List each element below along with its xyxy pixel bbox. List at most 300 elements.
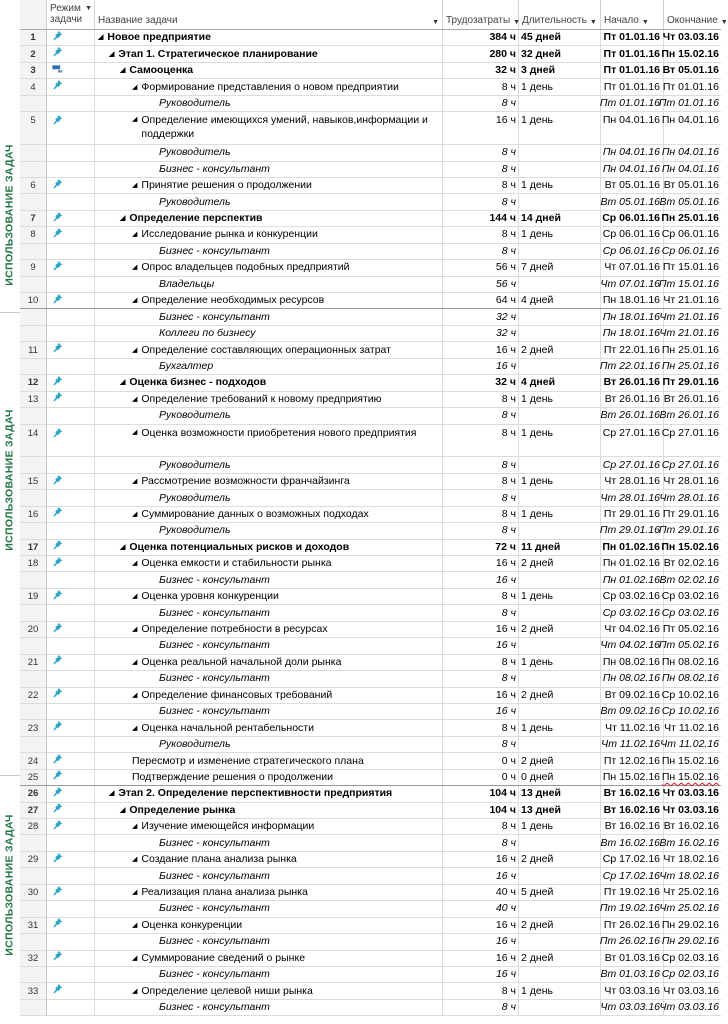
assignment-row[interactable] bbox=[20, 96, 721, 112]
start-cell[interactable]: Пн 15.02.16 bbox=[601, 770, 664, 785]
header-start[interactable] bbox=[601, 0, 664, 29]
duration-cell[interactable] bbox=[519, 309, 601, 324]
task-name-cell[interactable] bbox=[95, 474, 443, 489]
header-work[interactable] bbox=[443, 0, 519, 29]
row-id[interactable]: 22 bbox=[20, 688, 47, 703]
task-name-cell[interactable] bbox=[95, 145, 443, 160]
duration-cell[interactable]: 1 день bbox=[519, 507, 601, 522]
work-cell[interactable]: 384 ч bbox=[443, 30, 519, 45]
finish-cell[interactable]: Пн 25.01.16 bbox=[661, 359, 719, 372]
task-name-cell[interactable] bbox=[95, 408, 443, 423]
row-id[interactable]: 6 bbox=[20, 178, 47, 193]
work-cell[interactable]: 8 ч bbox=[443, 194, 519, 209]
start-cell[interactable]: Чт 07.01.16 bbox=[601, 277, 664, 292]
task-mode-cell[interactable] bbox=[47, 523, 95, 538]
task-name-cell[interactable] bbox=[95, 457, 443, 472]
duration-cell[interactable]: 1 день bbox=[519, 720, 601, 735]
start-cell[interactable]: Вт 09.02.16 bbox=[601, 688, 664, 703]
duration-cell[interactable]: 5 дней bbox=[519, 885, 601, 900]
task-mode-cell[interactable] bbox=[47, 227, 95, 242]
row-id[interactable] bbox=[20, 490, 47, 505]
collapse-triangle-icon[interactable]: ◢ bbox=[98, 34, 104, 42]
task-name-cell[interactable] bbox=[95, 967, 443, 982]
finish-cell[interactable]: Вт 02.02.16 bbox=[663, 557, 719, 570]
duration-cell[interactable] bbox=[519, 868, 601, 883]
work-cell[interactable]: 0 ч bbox=[443, 753, 519, 768]
collapse-triangle-icon[interactable]: ◢ bbox=[120, 806, 126, 814]
finish-cell[interactable]: Пн 25.01.16 bbox=[661, 343, 719, 356]
task-mode-cell[interactable] bbox=[47, 655, 95, 670]
task-mode-cell[interactable] bbox=[47, 30, 95, 45]
duration-cell[interactable] bbox=[519, 934, 601, 949]
assignment-row[interactable] bbox=[20, 1000, 721, 1016]
work-cell[interactable]: 0 ч bbox=[443, 770, 519, 785]
collapse-triangle-icon[interactable]: ◢ bbox=[132, 182, 138, 190]
start-cell[interactable]: Ср 06.01.16 bbox=[601, 244, 664, 259]
finish-cell[interactable]: Чт 03.03.16 bbox=[662, 787, 719, 800]
collapse-triangle-icon[interactable]: ◢ bbox=[132, 264, 138, 272]
start-cell[interactable]: Пн 18.01.16 bbox=[601, 326, 664, 341]
work-cell[interactable]: 16 ч bbox=[443, 638, 519, 653]
finish-cell[interactable]: Пн 04.01.16 bbox=[661, 162, 719, 175]
collapse-triangle-icon[interactable]: ◢ bbox=[132, 954, 138, 962]
task-mode-cell[interactable] bbox=[47, 918, 95, 933]
duration-cell[interactable]: 1 день bbox=[519, 589, 601, 604]
task-mode-cell[interactable] bbox=[47, 178, 95, 193]
chevron-down-icon[interactable]: ▼ bbox=[641, 19, 649, 26]
chevron-down-icon[interactable]: ▼ bbox=[432, 19, 439, 26]
task-row[interactable] bbox=[20, 720, 721, 736]
collapse-triangle-icon[interactable]: ◢ bbox=[132, 395, 138, 403]
work-cell[interactable]: 8 ч bbox=[443, 655, 519, 670]
duration-cell[interactable]: 32 дней bbox=[519, 46, 601, 61]
task-name-cell[interactable] bbox=[95, 540, 443, 555]
finish-cell[interactable]: Пт 01.01.16 bbox=[662, 80, 719, 93]
row-id[interactable]: 13 bbox=[20, 392, 47, 407]
finish-cell[interactable]: Пт 29.01.16 bbox=[662, 507, 719, 520]
row-id[interactable] bbox=[20, 277, 47, 292]
finish-cell[interactable]: Пн 29.02.16 bbox=[661, 918, 719, 931]
row-id[interactable]: 5 bbox=[20, 112, 47, 144]
work-cell[interactable]: 16 ч bbox=[443, 688, 519, 703]
work-cell[interactable]: 56 ч bbox=[443, 277, 519, 292]
assignment-row[interactable] bbox=[20, 490, 721, 506]
row-id[interactable]: 2 bbox=[20, 46, 47, 61]
finish-cell[interactable]: Чт 28.01.16 bbox=[659, 491, 719, 504]
work-cell[interactable]: 64 ч bbox=[443, 293, 519, 308]
finish-cell[interactable]: Чт 18.02.16 bbox=[659, 869, 719, 882]
work-cell[interactable]: 8 ч bbox=[443, 408, 519, 423]
row-id[interactable]: 32 bbox=[20, 951, 47, 966]
finish-cell[interactable]: Вт 16.02.16 bbox=[663, 820, 719, 833]
task-mode-cell[interactable] bbox=[47, 835, 95, 850]
finish-cell[interactable]: Пт 01.01.16 bbox=[658, 96, 719, 109]
task-row[interactable] bbox=[20, 885, 721, 901]
start-cell[interactable]: Ср 03.02.16 bbox=[601, 589, 664, 604]
work-cell[interactable]: 16 ч bbox=[443, 852, 519, 867]
row-id[interactable] bbox=[20, 326, 47, 341]
start-cell[interactable]: Пт 01.01.16 bbox=[601, 30, 664, 45]
row-id[interactable]: 14 bbox=[20, 425, 47, 457]
start-cell[interactable]: Пн 01.02.16 bbox=[601, 572, 664, 587]
header-duration[interactable] bbox=[519, 0, 601, 29]
assignment-row[interactable] bbox=[20, 868, 721, 884]
task-mode-cell[interactable] bbox=[47, 901, 95, 916]
work-cell[interactable]: 16 ч bbox=[443, 951, 519, 966]
duration-cell[interactable]: 2 дней bbox=[519, 342, 601, 357]
task-name-cell[interactable] bbox=[95, 951, 443, 966]
header-name[interactable] bbox=[95, 0, 443, 29]
task-mode-cell[interactable] bbox=[47, 540, 95, 555]
row-id[interactable] bbox=[20, 671, 47, 686]
task-name-cell[interactable] bbox=[95, 671, 443, 686]
task-name-cell[interactable] bbox=[95, 326, 443, 341]
task-name-cell[interactable] bbox=[95, 523, 443, 538]
duration-cell[interactable]: 11 дней bbox=[519, 540, 601, 555]
task-name-cell[interactable] bbox=[95, 260, 443, 275]
task-row[interactable] bbox=[20, 227, 721, 243]
duration-cell[interactable] bbox=[519, 194, 601, 209]
work-cell[interactable]: 40 ч bbox=[443, 885, 519, 900]
start-cell[interactable]: Ср 17.02.16 bbox=[601, 868, 664, 883]
duration-cell[interactable]: 2 дней bbox=[519, 918, 601, 933]
task-name-cell[interactable] bbox=[95, 244, 443, 259]
task-name-cell[interactable] bbox=[95, 63, 443, 78]
task-row[interactable] bbox=[20, 688, 721, 704]
start-cell[interactable]: Пн 04.01.16 bbox=[601, 145, 664, 160]
task-mode-cell[interactable] bbox=[47, 1000, 95, 1015]
start-cell[interactable]: Пн 08.02.16 bbox=[601, 655, 664, 670]
duration-cell[interactable]: 3 дней bbox=[519, 63, 601, 78]
finish-cell[interactable]: Чт 03.03.16 bbox=[663, 984, 719, 997]
finish-cell[interactable]: Ср 02.03.16 bbox=[661, 951, 719, 964]
task-name-cell[interactable] bbox=[95, 819, 443, 834]
task-name-cell[interactable] bbox=[95, 211, 443, 226]
work-cell[interactable]: 8 ч bbox=[443, 227, 519, 242]
row-id[interactable] bbox=[20, 901, 47, 916]
task-name-cell[interactable] bbox=[95, 622, 443, 637]
task-mode-cell[interactable] bbox=[47, 786, 95, 801]
row-id[interactable]: 23 bbox=[20, 720, 47, 735]
task-name-cell[interactable] bbox=[95, 835, 443, 850]
task-name-cell[interactable] bbox=[95, 901, 443, 916]
task-name-cell[interactable] bbox=[95, 868, 443, 883]
task-mode-cell[interactable] bbox=[47, 326, 95, 341]
start-cell[interactable]: Вт 16.02.16 bbox=[601, 819, 664, 834]
start-cell[interactable]: Чт 11.02.16 bbox=[601, 720, 664, 735]
row-id[interactable] bbox=[20, 572, 47, 587]
duration-cell[interactable] bbox=[519, 704, 601, 719]
task-mode-cell[interactable] bbox=[47, 852, 95, 867]
header-finish[interactable] bbox=[664, 0, 728, 29]
task-row[interactable] bbox=[20, 293, 721, 309]
task-mode-cell[interactable] bbox=[47, 605, 95, 620]
task-row[interactable] bbox=[20, 375, 721, 391]
work-cell[interactable]: 8 ч bbox=[443, 835, 519, 850]
finish-cell[interactable]: Вт 16.02.16 bbox=[659, 836, 719, 849]
task-name-cell[interactable] bbox=[95, 227, 443, 242]
task-name-cell[interactable] bbox=[95, 737, 443, 752]
task-name-cell[interactable] bbox=[95, 852, 443, 867]
finish-cell[interactable]: Вт 26.01.16 bbox=[659, 409, 719, 422]
task-mode-cell[interactable] bbox=[47, 309, 95, 324]
task-row[interactable] bbox=[20, 983, 721, 999]
start-cell[interactable]: Вт 16.02.16 bbox=[601, 803, 664, 818]
start-cell[interactable]: Пн 01.02.16 bbox=[601, 540, 664, 555]
start-cell[interactable]: Пт 22.01.16 bbox=[601, 359, 664, 374]
task-row[interactable] bbox=[20, 786, 721, 802]
work-cell[interactable]: 32 ч bbox=[443, 309, 519, 324]
task-row[interactable] bbox=[20, 260, 721, 276]
collapse-triangle-icon[interactable]: ◢ bbox=[120, 215, 126, 223]
collapse-triangle-icon[interactable]: ◢ bbox=[120, 67, 126, 75]
task-name-cell[interactable] bbox=[95, 277, 443, 292]
task-name-cell[interactable] bbox=[95, 1000, 443, 1015]
collapse-triangle-icon[interactable]: ◢ bbox=[132, 478, 138, 486]
finish-cell[interactable]: Пн 08.02.16 bbox=[661, 672, 719, 685]
start-cell[interactable]: Пн 08.02.16 bbox=[601, 671, 664, 686]
duration-cell[interactable] bbox=[519, 244, 601, 259]
duration-cell[interactable]: 45 дней bbox=[519, 30, 601, 45]
finish-cell[interactable]: Чт 11.02.16 bbox=[664, 721, 719, 734]
start-cell[interactable]: Вт 01.03.16 bbox=[601, 951, 664, 966]
assignment-row[interactable] bbox=[20, 194, 721, 210]
start-cell[interactable]: Чт 03.03.16 bbox=[601, 1000, 664, 1015]
row-id[interactable]: 11 bbox=[20, 342, 47, 357]
work-cell[interactable]: 16 ч bbox=[443, 918, 519, 933]
duration-cell[interactable]: 1 день bbox=[519, 983, 601, 998]
task-name-cell[interactable] bbox=[95, 572, 443, 587]
task-name-cell[interactable] bbox=[95, 934, 443, 949]
collapse-triangle-icon[interactable]: ◢ bbox=[132, 83, 138, 91]
start-cell[interactable]: Ср 06.01.16 bbox=[601, 211, 664, 226]
work-cell[interactable]: 16 ч bbox=[443, 967, 519, 982]
task-mode-cell[interactable] bbox=[47, 392, 95, 407]
start-cell[interactable]: Вт 09.02.16 bbox=[601, 704, 664, 719]
task-name-cell[interactable] bbox=[95, 30, 443, 45]
task-name-cell[interactable] bbox=[95, 753, 443, 768]
collapse-triangle-icon[interactable]: ◢ bbox=[132, 987, 138, 995]
task-row[interactable] bbox=[20, 425, 721, 458]
work-cell[interactable]: 32 ч bbox=[443, 326, 519, 341]
finish-cell[interactable]: Пт 29.01.16 bbox=[662, 376, 719, 389]
task-name-cell[interactable] bbox=[95, 342, 443, 357]
duration-cell[interactable] bbox=[519, 326, 601, 341]
task-mode-cell[interactable] bbox=[47, 359, 95, 374]
work-cell[interactable]: 104 ч bbox=[443, 803, 519, 818]
work-cell[interactable]: 16 ч bbox=[443, 868, 519, 883]
duration-cell[interactable] bbox=[519, 671, 601, 686]
finish-cell[interactable]: Пт 15.01.16 bbox=[662, 261, 719, 274]
work-cell[interactable]: 40 ч bbox=[443, 901, 519, 916]
row-id[interactable]: 25 bbox=[20, 770, 47, 785]
task-name-cell[interactable] bbox=[95, 162, 443, 177]
task-name-cell[interactable] bbox=[95, 425, 443, 457]
assignment-row[interactable] bbox=[20, 145, 721, 161]
finish-cell[interactable]: Пт 15.01.16 bbox=[658, 277, 719, 290]
start-cell[interactable]: Пт 26.02.16 bbox=[601, 918, 664, 933]
row-id[interactable] bbox=[20, 145, 47, 160]
duration-cell[interactable]: 2 дней bbox=[519, 753, 601, 768]
row-id[interactable]: 21 bbox=[20, 655, 47, 670]
start-cell[interactable]: Чт 28.01.16 bbox=[601, 490, 664, 505]
work-cell[interactable]: 8 ч bbox=[443, 720, 519, 735]
row-id[interactable] bbox=[20, 194, 47, 209]
row-id[interactable] bbox=[20, 457, 47, 472]
collapse-triangle-icon[interactable]: ◢ bbox=[132, 889, 138, 896]
task-row[interactable] bbox=[20, 556, 721, 572]
task-mode-cell[interactable] bbox=[47, 819, 95, 834]
finish-cell[interactable]: Вт 02.02.16 bbox=[659, 573, 719, 586]
task-mode-cell[interactable] bbox=[47, 293, 95, 308]
collapse-triangle-icon[interactable]: ◢ bbox=[132, 231, 138, 239]
task-name-cell[interactable] bbox=[95, 178, 443, 193]
duration-cell[interactable] bbox=[519, 638, 601, 653]
duration-cell[interactable]: 1 день bbox=[519, 425, 601, 457]
task-mode-cell[interactable] bbox=[47, 967, 95, 982]
row-id[interactable]: 7 bbox=[20, 211, 47, 226]
task-mode-cell[interactable] bbox=[47, 490, 95, 505]
task-row[interactable] bbox=[20, 622, 721, 638]
assignment-row[interactable] bbox=[20, 934, 721, 950]
task-row[interactable] bbox=[20, 63, 721, 79]
start-cell[interactable]: Пт 29.01.16 bbox=[601, 507, 664, 522]
view-label-task-usage[interactable]: ИСПОЛЬЗОВАНИЕ ЗАДАЧ bbox=[4, 144, 16, 286]
finish-cell[interactable]: Чт 28.01.16 bbox=[663, 475, 719, 488]
task-mode-cell[interactable] bbox=[47, 79, 95, 94]
work-cell[interactable]: 16 ч bbox=[443, 359, 519, 374]
assignment-row[interactable] bbox=[20, 309, 721, 325]
assignment-row[interactable] bbox=[20, 901, 721, 917]
work-cell[interactable]: 8 ч bbox=[443, 671, 519, 686]
duration-cell[interactable] bbox=[519, 901, 601, 916]
duration-cell[interactable] bbox=[519, 523, 601, 538]
row-id[interactable] bbox=[20, 638, 47, 653]
work-cell[interactable]: 32 ч bbox=[443, 375, 519, 390]
finish-cell[interactable]: Чт 21.01.16 bbox=[663, 294, 719, 307]
task-mode-cell[interactable] bbox=[47, 408, 95, 423]
row-id[interactable]: 16 bbox=[20, 507, 47, 522]
duration-cell[interactable]: 1 день bbox=[519, 227, 601, 242]
work-cell[interactable]: 144 ч bbox=[443, 211, 519, 226]
task-mode-cell[interactable] bbox=[47, 145, 95, 160]
work-cell[interactable]: 8 ч bbox=[443, 589, 519, 604]
row-id[interactable]: 26 bbox=[20, 786, 47, 801]
task-mode-cell[interactable] bbox=[47, 46, 95, 61]
row-id[interactable] bbox=[20, 737, 47, 752]
collapse-triangle-icon[interactable]: ◢ bbox=[132, 724, 138, 732]
task-mode-cell[interactable] bbox=[47, 474, 95, 489]
start-cell[interactable]: Пт 01.01.16 bbox=[601, 79, 664, 94]
duration-cell[interactable]: 1 день bbox=[519, 112, 601, 144]
task-row[interactable] bbox=[20, 474, 721, 490]
row-id[interactable]: 24 bbox=[20, 753, 47, 768]
work-cell[interactable]: 8 ч bbox=[443, 145, 519, 160]
task-mode-cell[interactable] bbox=[47, 885, 95, 900]
chevron-down-icon[interactable]: ▼ bbox=[720, 19, 728, 26]
start-cell[interactable]: Вт 05.01.16 bbox=[601, 178, 664, 193]
duration-cell[interactable]: 1 день bbox=[519, 392, 601, 407]
row-id[interactable]: 17 bbox=[20, 540, 47, 555]
task-name-cell[interactable] bbox=[95, 293, 443, 308]
task-name-cell[interactable] bbox=[95, 770, 443, 785]
task-row[interactable] bbox=[20, 392, 721, 408]
task-row[interactable] bbox=[20, 589, 721, 605]
start-cell[interactable]: Ср 27.01.16 bbox=[601, 425, 664, 457]
task-name-cell[interactable] bbox=[95, 638, 443, 653]
task-name-cell[interactable] bbox=[95, 885, 443, 900]
finish-cell[interactable]: Ср 27.01.16 bbox=[661, 458, 719, 471]
collapse-triangle-icon[interactable]: ◢ bbox=[109, 790, 115, 798]
duration-cell[interactable] bbox=[519, 967, 601, 982]
assignment-row[interactable] bbox=[20, 967, 721, 983]
task-mode-cell[interactable] bbox=[47, 194, 95, 209]
work-cell[interactable]: 16 ч bbox=[443, 934, 519, 949]
work-cell[interactable]: 8 ч bbox=[443, 244, 519, 259]
task-name-cell[interactable] bbox=[95, 655, 443, 670]
work-cell[interactable]: 8 ч bbox=[443, 737, 519, 752]
duration-cell[interactable] bbox=[519, 605, 601, 620]
work-cell[interactable]: 8 ч bbox=[443, 474, 519, 489]
task-row[interactable] bbox=[20, 951, 721, 967]
row-id[interactable] bbox=[20, 162, 47, 177]
row-id[interactable] bbox=[20, 309, 47, 324]
finish-cell[interactable]: Чт 18.02.16 bbox=[663, 853, 719, 866]
finish-cell[interactable]: Пт 05.02.16 bbox=[658, 639, 719, 652]
task-name-cell[interactable] bbox=[95, 309, 443, 324]
work-cell[interactable]: 16 ч bbox=[443, 342, 519, 357]
finish-cell[interactable]: Чт 25.02.16 bbox=[659, 902, 719, 915]
work-cell[interactable]: 8 ч bbox=[443, 425, 519, 457]
work-cell[interactable]: 16 ч bbox=[443, 572, 519, 587]
task-row[interactable] bbox=[20, 46, 721, 62]
task-name-cell[interactable] bbox=[95, 375, 443, 390]
task-row[interactable] bbox=[20, 540, 721, 556]
assignment-row[interactable] bbox=[20, 523, 721, 539]
work-cell[interactable]: 16 ч bbox=[443, 112, 519, 144]
duration-cell[interactable]: 1 день bbox=[519, 474, 601, 489]
work-cell[interactable]: 72 ч bbox=[443, 540, 519, 555]
task-mode-cell[interactable] bbox=[47, 983, 95, 998]
finish-cell[interactable]: Чт 03.03.16 bbox=[662, 803, 719, 816]
start-cell[interactable]: Ср 17.02.16 bbox=[601, 852, 664, 867]
row-id[interactable]: 8 bbox=[20, 227, 47, 242]
finish-cell[interactable]: Пт 05.02.16 bbox=[662, 623, 719, 635]
finish-cell[interactable]: Вт 26.01.16 bbox=[663, 392, 719, 405]
task-mode-cell[interactable] bbox=[47, 720, 95, 735]
task-name-cell[interactable] bbox=[95, 194, 443, 209]
duration-cell[interactable]: 2 дней bbox=[519, 622, 601, 637]
task-row[interactable] bbox=[20, 770, 721, 786]
row-id[interactable] bbox=[20, 835, 47, 850]
duration-cell[interactable] bbox=[519, 359, 601, 374]
task-mode-cell[interactable] bbox=[47, 556, 95, 571]
task-mode-cell[interactable] bbox=[47, 211, 95, 226]
task-mode-cell[interactable] bbox=[47, 375, 95, 390]
start-cell[interactable]: Пн 18.01.16 bbox=[601, 309, 664, 324]
start-cell[interactable]: Пт 01.01.16 bbox=[601, 46, 664, 61]
work-cell[interactable]: 8 ч bbox=[443, 178, 519, 193]
task-mode-cell[interactable] bbox=[47, 951, 95, 966]
assignment-row[interactable] bbox=[20, 277, 721, 293]
work-cell[interactable]: 8 ч bbox=[443, 392, 519, 407]
start-cell[interactable]: Чт 07.01.16 bbox=[601, 260, 664, 275]
duration-cell[interactable] bbox=[519, 490, 601, 505]
collapse-triangle-icon[interactable]: ◢ bbox=[132, 346, 138, 354]
row-id[interactable]: 27 bbox=[20, 803, 47, 818]
header-corner[interactable] bbox=[20, 0, 47, 29]
view-label-task-usage[interactable]: ИСПОЛЬЗОВАНИЕ ЗАДАЧ bbox=[4, 409, 16, 551]
